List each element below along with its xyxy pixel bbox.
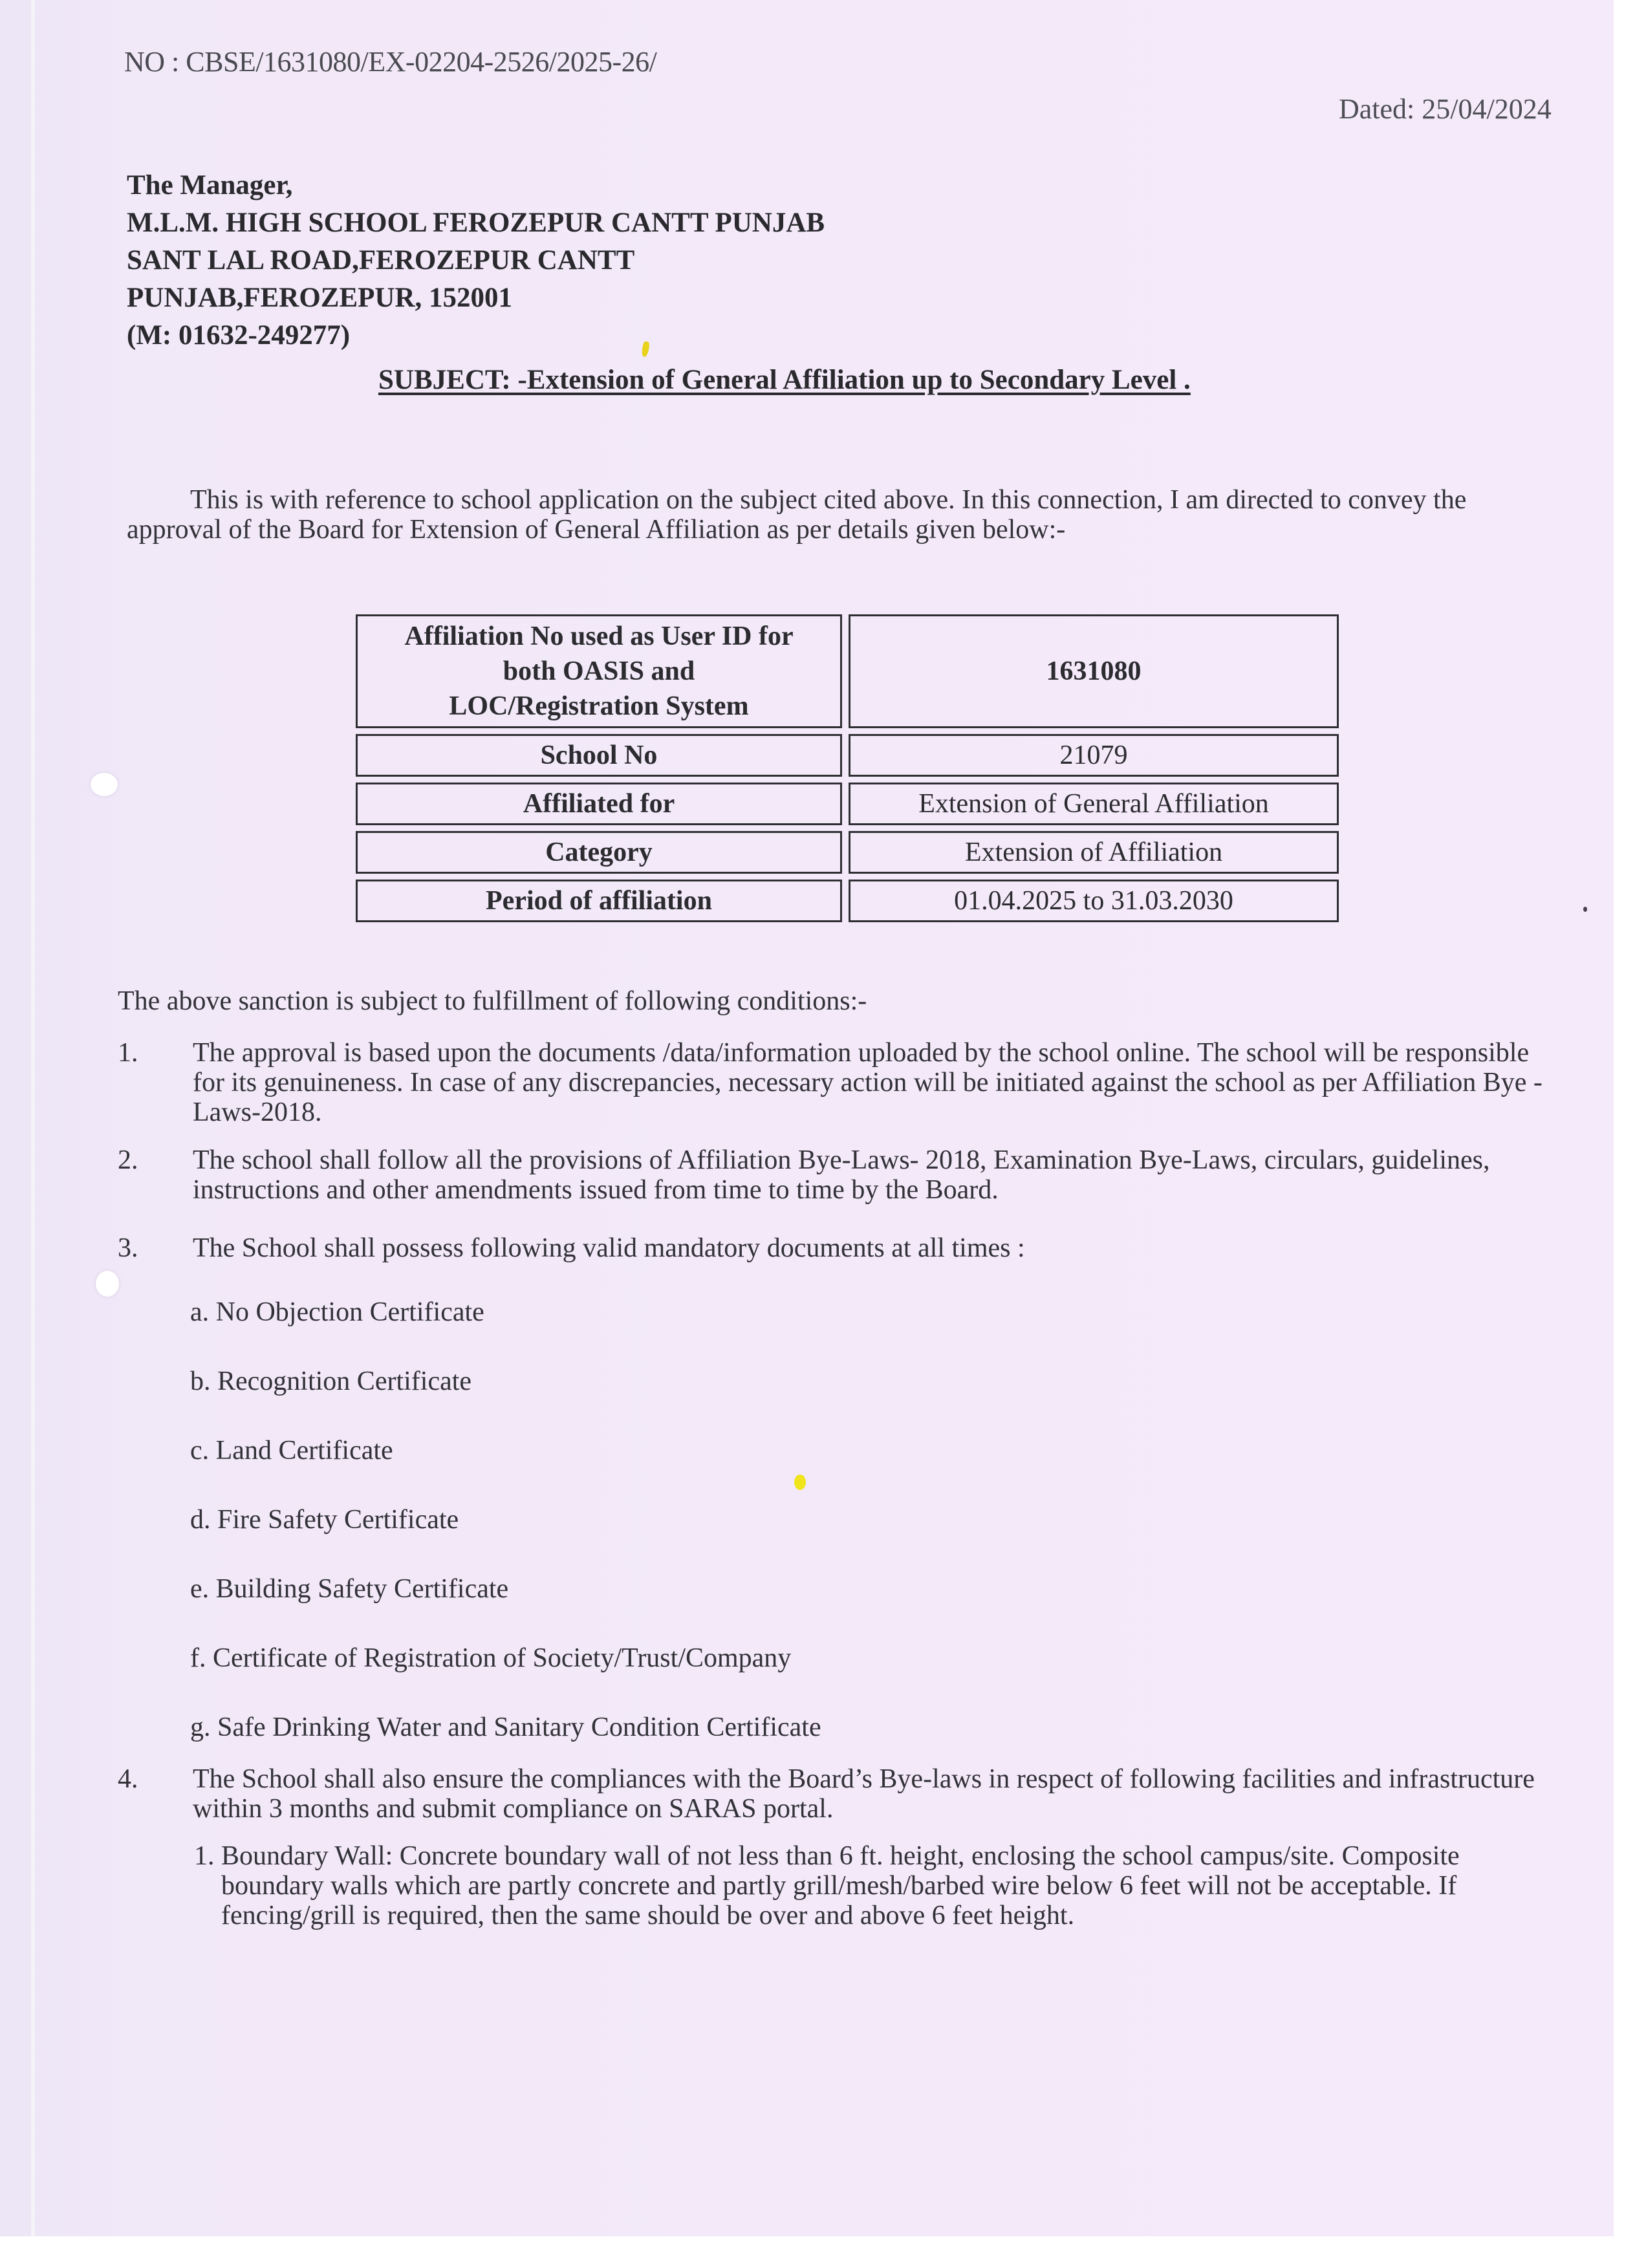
intro-paragraph: This is with reference to school application on the subject cited above. In this connection, I am directed to convey the approval of the Board for Extension of General Affiliation as per details given below:-: [127, 485, 1467, 545]
condition-text: The school shall follow all the provisions of Affiliation Bye-Laws- 2018, Examination Bye-Laws, circulars, guidelines, instructions and other amendments issued from time to time by the Board.: [193, 1145, 1490, 1205]
recipient-line: PUNJAB,FEROZEPUR, 152001: [127, 283, 513, 313]
facility-item: 1. Boundary Wall: Concrete boundary wall of not less than 6 ft. height, enclosing the school campus/site. Composite boundary walls which are partly concrete and partly grill/mesh/barbed wire below 6 feet will not be acceptable. If fencing/grill is required, then the same should be over and above 6 feet height.: [194, 1841, 1460, 1930]
recipient-line: (M: 01632-249277): [127, 320, 351, 351]
table-value-cell: 21079: [849, 734, 1339, 777]
paper-fold-line: [31, 0, 35, 2236]
mandatory-document: f. Certificate of Registration of Society/Trust/Company: [190, 1643, 792, 1673]
condition-number: 1.: [118, 1038, 138, 1068]
label-line: both OASIS and: [503, 656, 695, 686]
condition-item: [118, 1233, 1560, 1263]
recipient-line: M.L.M. HIGH SCHOOL FEROZEPUR CANTT PUNJAB: [127, 208, 825, 238]
table-value-cell: 01.04.2025 to 31.03.2030: [849, 880, 1339, 922]
table-row: [356, 880, 1339, 922]
table-label-cell: School No: [356, 734, 842, 777]
conditions-intro: The above sanction is subject to fulfillment of following conditions:-: [118, 986, 867, 1016]
condition-item: [118, 1764, 1560, 1824]
mandatory-document: d. Fire Safety Certificate: [190, 1505, 459, 1535]
table-row: [356, 783, 1339, 825]
mandatory-document: b. Recognition Certificate: [190, 1366, 472, 1396]
mandatory-document: e. Building Safety Certificate: [190, 1574, 509, 1604]
affiliation-table: [356, 614, 1339, 928]
table-label-cell: Period of affiliation: [356, 880, 842, 922]
label-line: Affiliation No used as User ID for: [404, 621, 794, 651]
table-label-cell: Category: [356, 831, 842, 874]
paper-tear-mark: [96, 1271, 119, 1297]
table-row: [356, 831, 1339, 874]
table-value-cell: Extension of Affiliation: [849, 831, 1339, 874]
table-value-cell: 1631080: [849, 614, 1339, 728]
recipient-address: [127, 167, 825, 354]
condition-number: 3.: [118, 1233, 138, 1263]
ink-speck: [1583, 907, 1587, 912]
condition-item: [118, 1038, 1560, 1127]
table-row: [356, 614, 1339, 728]
paper-tear-mark: [91, 773, 118, 796]
reference-number: NO : CBSE/1631080/EX-02204-2526/2025-26/: [124, 46, 657, 78]
table-label-cell: Affiliated for: [356, 783, 842, 825]
table-row: [356, 734, 1339, 777]
mandatory-document: c. Land Certificate: [190, 1436, 393, 1465]
highlighter-mark: [794, 1474, 806, 1490]
recipient-line: The Manager,: [127, 170, 293, 200]
mandatory-document: g. Safe Drinking Water and Sanitary Condition Certificate: [190, 1712, 821, 1742]
letter-date: Dated: 25/04/2024: [1339, 93, 1552, 125]
condition-text: The School shall possess following valid mandatory documents at all times :: [193, 1233, 1025, 1263]
condition-item: [118, 1145, 1560, 1205]
condition-text: The approval is based upon the documents /data/information uploaded by the school online. The school will be responsible for its genuineness. In case of any discrepancies, necessary action will be initiated against the school as per Affiliation Bye -Laws-2018.: [193, 1038, 1543, 1127]
recipient-line: SANT LAL ROAD,FEROZEPUR CANTT: [127, 245, 635, 275]
label-line: LOC/Registration System: [449, 691, 749, 721]
condition-number: 4.: [118, 1764, 138, 1794]
table-label-cell: [356, 614, 842, 728]
table-value-cell: Extension of General Affiliation: [849, 783, 1339, 825]
subject-line: SUBJECT: -Extension of General Affiliation up to Secondary Level .: [378, 365, 1191, 395]
condition-text: The School shall also ensure the compliances with the Board’s Bye-laws in respect of following facilities and infrastructure within 3 months and submit compliance on SARAS portal.: [193, 1764, 1535, 1824]
mandatory-document: a. No Objection Certificate: [190, 1297, 484, 1327]
condition-number: 2.: [118, 1145, 138, 1175]
